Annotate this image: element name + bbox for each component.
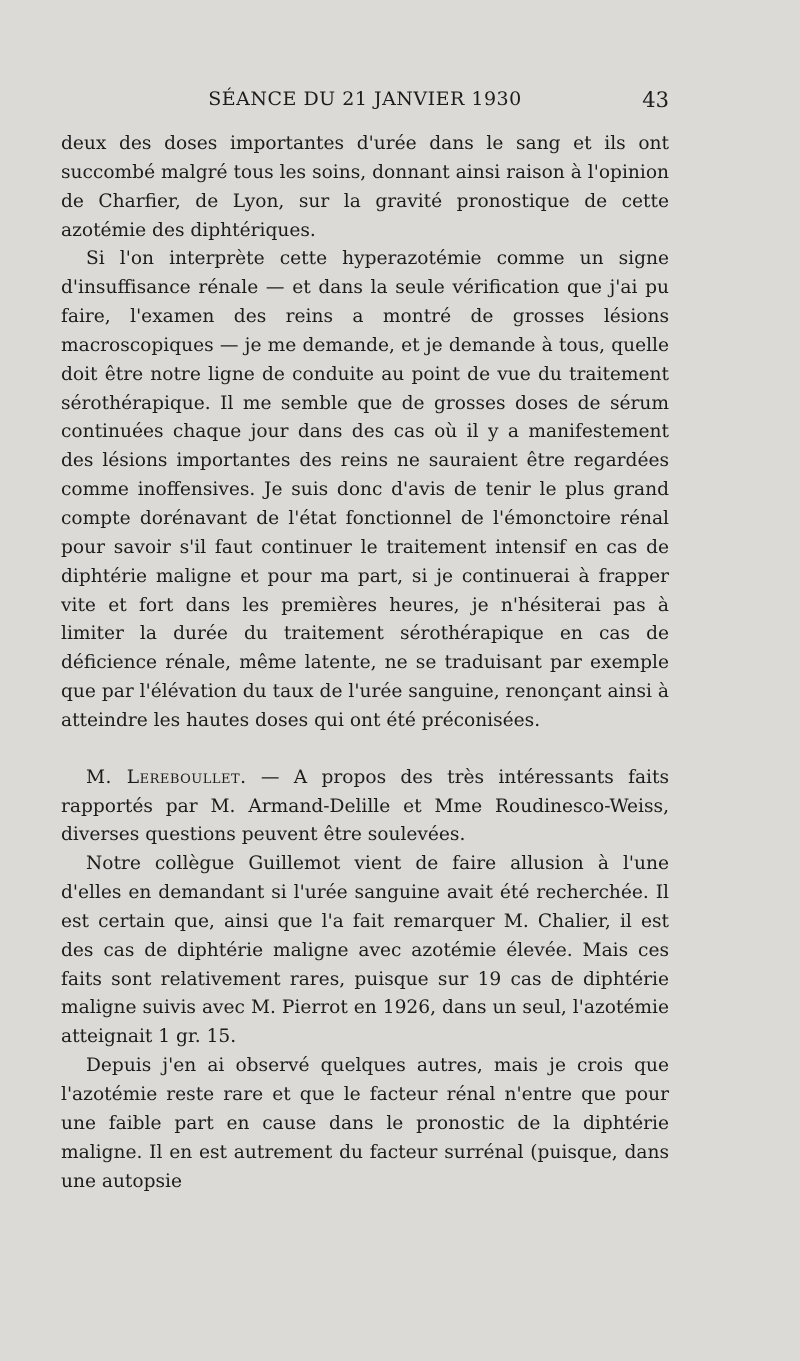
paragraph-3: Notre collègue Guillemot vient de faire allusion à l'une d'elles en demandant si l'urée sanguine avait été recherchée. Il est certain que, ainsi que l'a fait remarquer M. Chalier, il est des cas de diphtérie maligne avec azotémie élevée. Mais ces faits sont relativement rares, puisque sur 19 cas de diphtérie maligne suivis avec M. Pierrot en 1926, dans un seul, l'azotémie atteignait 1 gr. 15. <box>61 853 669 1048</box>
paragraph-2: Si l'on interprète cette hyperazotémie comme un signe d'insuffisance rénale — et dans la seule vérification que j'ai pu faire, l'examen des reins a montré de grosses lésions macroscopiques — je me demande, et je demande à tous, quelle doit être notre ligne de conduite au point de vue du traitement sérothérapique. Il me semble que de grosses doses de sérum continuées chaque jour dans des cas où il y a manifestement des lésions importantes des reins ne sauraient être regardées comme inoffensives. Je suis donc d'avis de tenir le plus grand compte dorénavant de l'état fonctionnel de l'émonctoire rénal pour savoir s'il faut continuer le traitement intensif en cas de diphtérie maligne et pour ma part, si je continuerai à frapper vite et fort dans les premières heures, je n'hésiterai pas à limiter la durée du traitement sérothérapique en cas de déficience rénale, même latente, ne se traduisant par exemple que par l'élévation du taux de l'urée sanguine, renonçant ainsi à atteindre les hautes doses qui ont été préconisées. <box>61 248 669 731</box>
running-head: SÉANCE DU 21 JANVIER 1930 <box>208 88 522 110</box>
paragraph-1: deux des doses importantes d'urée dans le sang et ils ont succombé malgré tous les soins, donnant ainsi raison à l'opinion de Charfier, de Lyon, sur la gravité pronostique de cette azotémie des diphtériques. <box>61 133 669 241</box>
intervention-text: — A propos des très intéressants faits rapportés par M. Armand-Delille et Mme Roudinesco-Weiss, diverses questions peuvent être soulevées. <box>61 766 669 846</box>
page-header <box>61 88 669 118</box>
body-text <box>61 130 669 1196</box>
speaker-name: M. Lereboullet. <box>86 766 247 788</box>
paragraph-4: Depuis j'en ai observé quelques autres, mais je crois que l'azotémie reste rare et que le facteur rénal n'entre que pour une faible part en cause dans le pronostic de la diphtérie maligne. Il en est autrement du facteur surrénal (puisque, dans une autopsie <box>61 1055 669 1192</box>
page-number: 43 <box>642 88 669 112</box>
intervention-paragraph <box>61 764 669 851</box>
